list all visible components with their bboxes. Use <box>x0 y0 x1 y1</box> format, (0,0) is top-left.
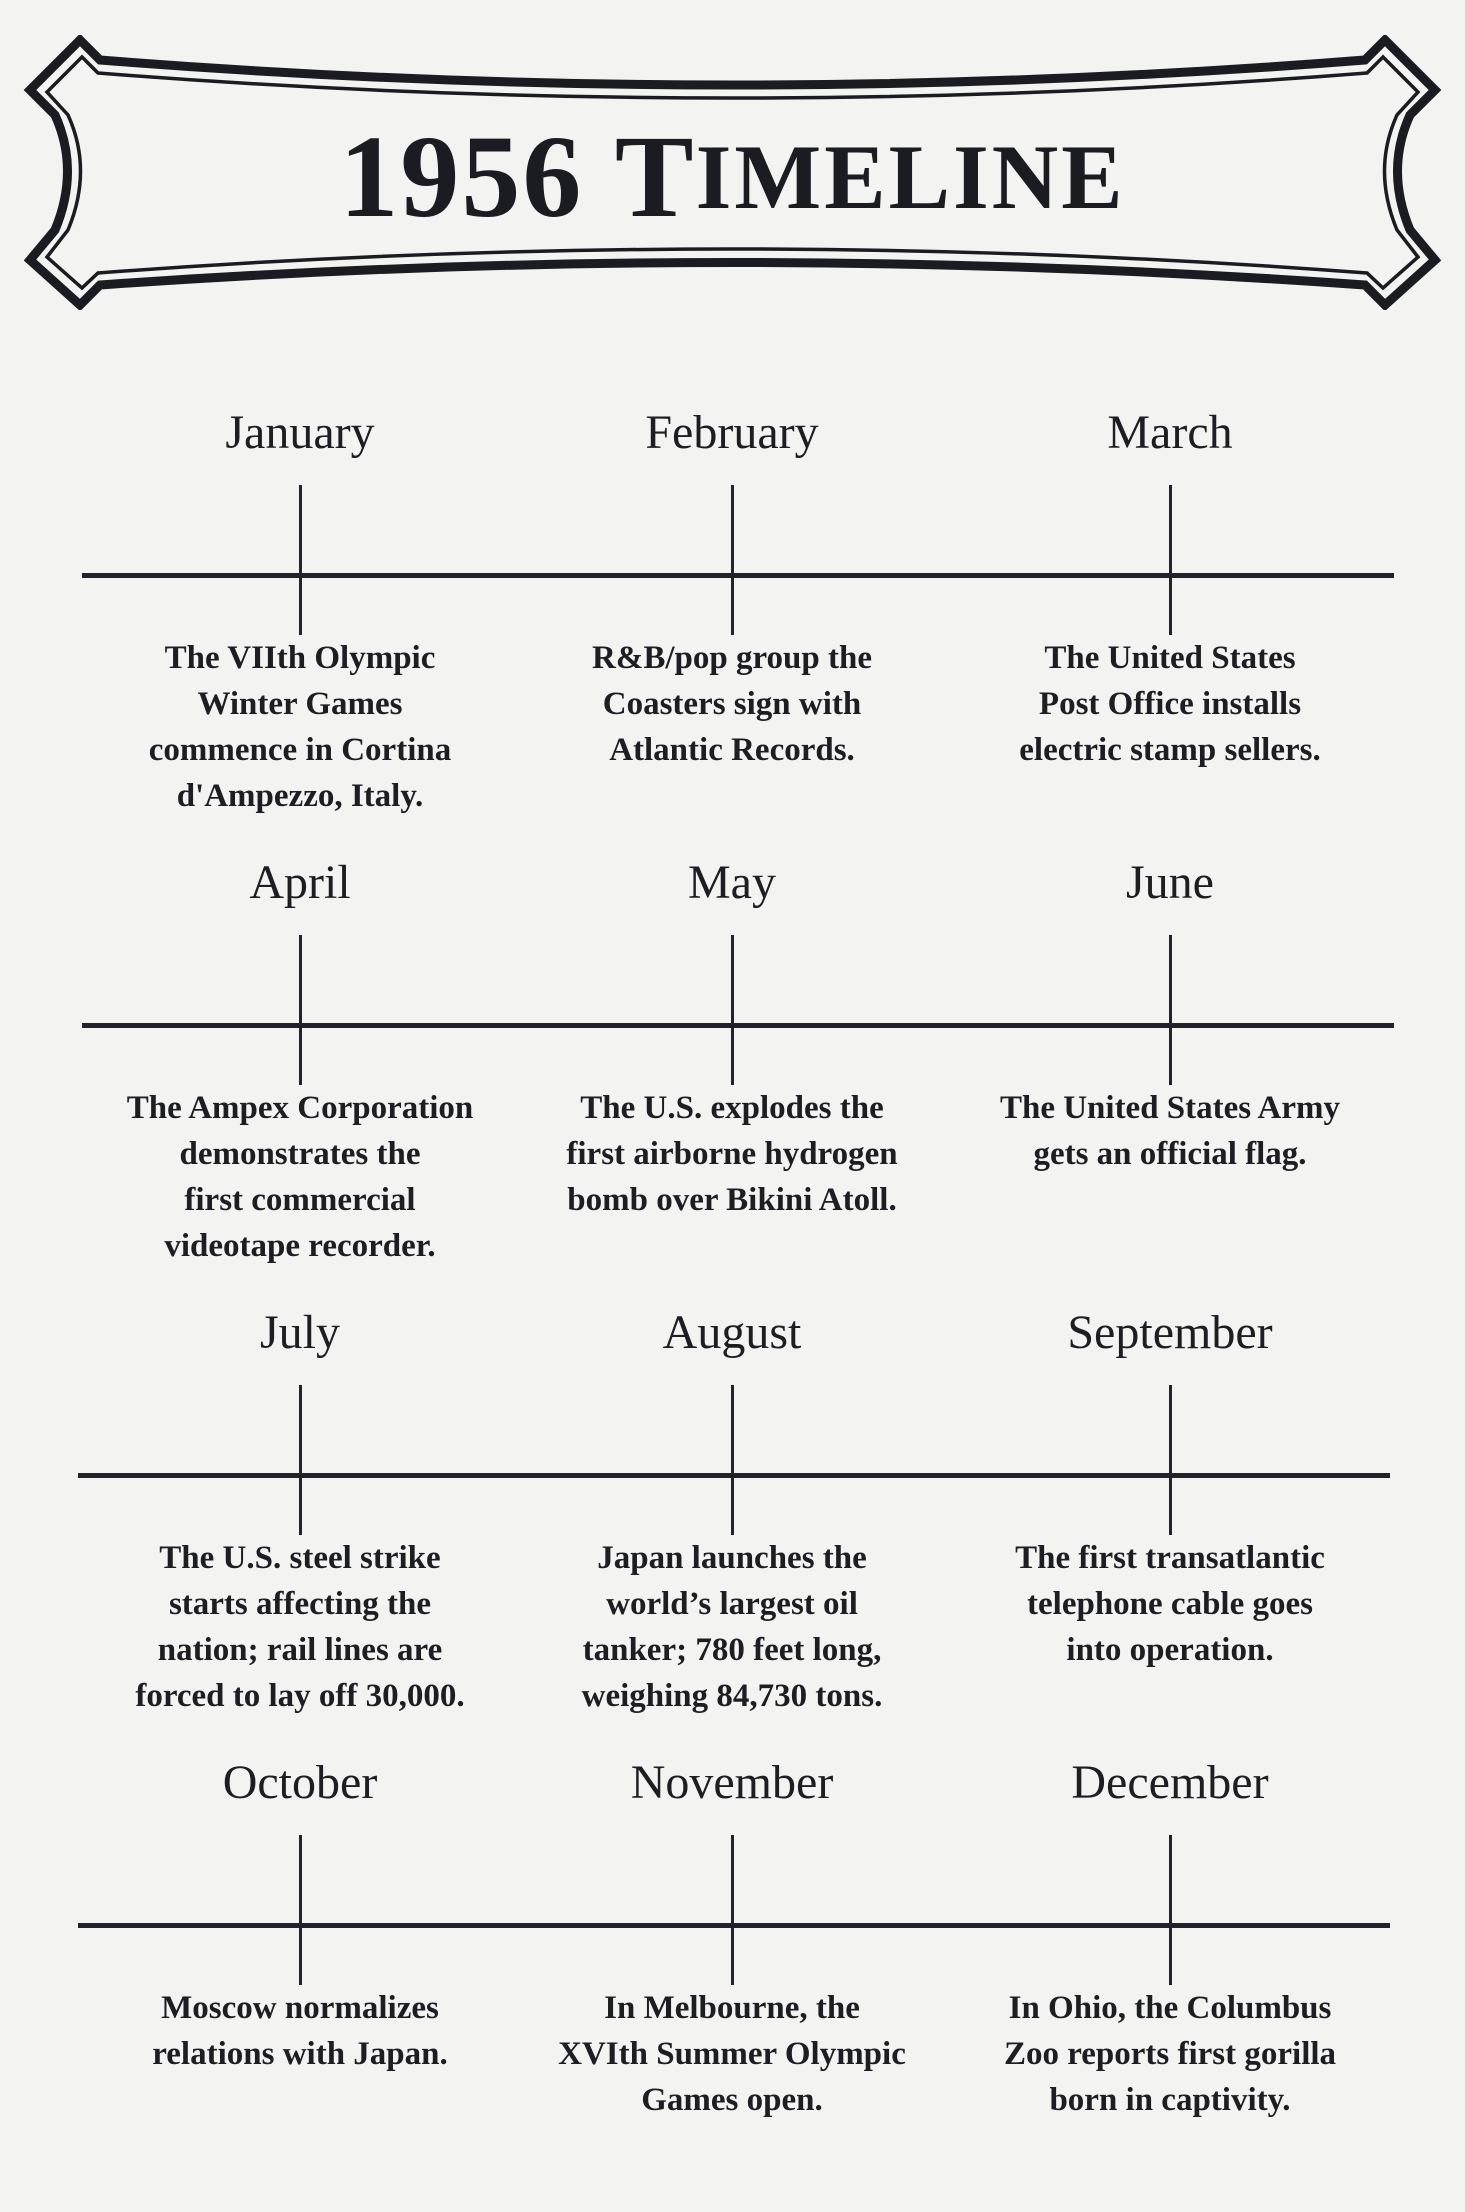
event-line: nation; rail lines are <box>157 1632 443 1668</box>
event-line: Moscow normalizes <box>161 1990 439 2026</box>
month-tick <box>1169 935 1172 1085</box>
event-description <box>950 1985 1390 2123</box>
event-line: commence in Cortina <box>148 732 452 768</box>
event-line: weighing 84,730 tons. <box>581 1678 883 1714</box>
event-line: tanker; 780 feet long, <box>582 1632 882 1668</box>
timeline-axis <box>78 1473 1390 1478</box>
event-line: XVIth Summer Olympic <box>558 2036 906 2072</box>
month-tick <box>731 1835 734 1985</box>
month-tick <box>1169 485 1172 635</box>
event-line: In Ohio, the Columbus <box>1008 1990 1332 2026</box>
month-label: September <box>1067 1306 1273 1359</box>
timeline-axis <box>82 573 1394 578</box>
event-line: Post Office installs <box>1038 686 1302 722</box>
page-title <box>20 35 1445 314</box>
event-description <box>512 1535 952 1719</box>
event-line: The U.S. explodes the <box>580 1090 884 1126</box>
event-line: relations with Japan. <box>152 2036 448 2072</box>
title-rest: IMELINE <box>695 125 1126 228</box>
event-description <box>512 1085 952 1223</box>
month-tick <box>731 485 734 635</box>
month-tick <box>731 935 734 1085</box>
month-label: December <box>1071 1756 1269 1809</box>
event-line: first airborne hydrogen <box>566 1136 898 1172</box>
event-description <box>80 1085 520 1269</box>
event-line: telephone cable goes <box>1027 1586 1313 1622</box>
timeline-row <box>0 855 1465 1295</box>
timeline-axis <box>82 1023 1394 1028</box>
month-tick <box>299 1835 302 1985</box>
event-line: Winter Games <box>197 686 403 722</box>
event-line: Games open. <box>641 2082 823 2118</box>
event-line: world’s largest oil <box>606 1586 858 1622</box>
event-line: Coasters sign with <box>602 686 862 722</box>
event-line: electric stamp sellers. <box>1019 732 1321 768</box>
month-tick <box>299 485 302 635</box>
event-line: The VIIth Olympic <box>164 640 436 676</box>
month-label: January <box>225 406 375 459</box>
month-label: August <box>662 1306 802 1359</box>
month-label: April <box>249 856 351 909</box>
event-line: d'Ampezzo, Italy. <box>176 778 424 814</box>
timeline-row <box>0 405 1465 845</box>
event-line: Japan launches the <box>597 1540 867 1576</box>
event-line: bomb over Bikini Atoll. <box>567 1182 897 1218</box>
month-tick <box>299 935 302 1085</box>
month-label: July <box>259 1306 340 1359</box>
event-line: R&B/pop group the <box>592 640 872 676</box>
event-line: forced to lay off 30,000. <box>135 1678 465 1714</box>
event-description <box>950 1535 1390 1673</box>
event-description <box>950 1085 1390 1177</box>
month-tick <box>731 1385 734 1535</box>
event-line: Atlantic Records. <box>609 732 855 768</box>
month-label: October <box>222 1756 378 1809</box>
month-label: February <box>645 406 819 459</box>
event-description <box>950 635 1390 773</box>
event-description <box>80 1985 520 2077</box>
event-line: The United States Army <box>999 1090 1341 1126</box>
timeline-row <box>0 1305 1465 1745</box>
month-tick <box>1169 1835 1172 1985</box>
event-line: first commercial <box>184 1182 416 1218</box>
event-line: The U.S. steel strike <box>159 1540 441 1576</box>
event-line: The United States <box>1044 640 1296 676</box>
event-description <box>512 635 952 773</box>
month-label: May <box>688 856 776 909</box>
month-tick <box>1169 1385 1172 1535</box>
title-year: 1956 <box>339 110 584 242</box>
title-initial: T <box>614 110 696 242</box>
event-description <box>512 1985 952 2123</box>
month-tick <box>299 1385 302 1535</box>
event-line: starts affecting the <box>168 1586 432 1622</box>
event-line: Zoo reports first gorilla <box>1003 2036 1337 2072</box>
month-label: November <box>630 1756 834 1809</box>
event-line: into operation. <box>1066 1632 1274 1668</box>
event-description <box>80 635 520 819</box>
event-line: gets an official flag. <box>1033 1136 1307 1172</box>
event-line: In Melbourne, the <box>604 1990 860 2026</box>
event-line: demonstrates the <box>179 1136 421 1172</box>
event-description <box>80 1535 520 1719</box>
month-label: March <box>1107 406 1233 459</box>
timeline-row <box>0 1755 1465 2195</box>
event-line: The first transatlantic <box>1015 1540 1325 1576</box>
month-label: June <box>1126 856 1214 909</box>
event-line: videotape recorder. <box>164 1228 436 1264</box>
event-line: The Ampex Corporation <box>126 1090 474 1126</box>
timeline-axis <box>78 1923 1390 1928</box>
title-banner <box>20 35 1445 310</box>
event-line: born in captivity. <box>1049 2082 1291 2118</box>
